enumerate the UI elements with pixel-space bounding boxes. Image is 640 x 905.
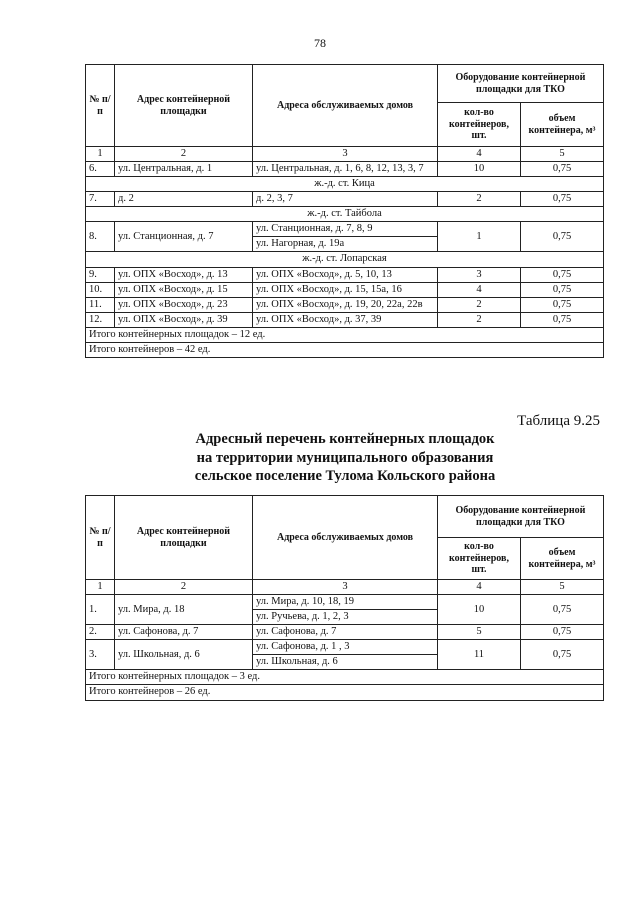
- row-volume: 0,75: [521, 625, 604, 640]
- col-number: 1: [86, 147, 115, 162]
- row-count: 10: [438, 162, 521, 177]
- row-volume: 0,75: [521, 222, 604, 252]
- container-sites-table-1: [85, 64, 604, 358]
- row-num: 11.: [86, 297, 115, 312]
- row-count: 3: [438, 267, 521, 282]
- row-num: 7.: [86, 192, 115, 207]
- row-volume: 0,75: [521, 297, 604, 312]
- total-containers: Итого контейнеров – 42 ед.: [86, 342, 604, 357]
- row-address: ул. Мира, д. 18: [115, 595, 253, 625]
- section-header: ж.-д. ст. Кица: [86, 177, 604, 192]
- row-num: 6.: [86, 162, 115, 177]
- row-num: 8.: [86, 222, 115, 252]
- col-number: 5: [521, 147, 604, 162]
- header-num: № п/п: [86, 65, 115, 147]
- table-row: [86, 625, 604, 640]
- table-row: [86, 222, 604, 237]
- table-row: [86, 282, 604, 297]
- row-served: ул. ОПХ «Восход», д. 37, 39: [253, 312, 438, 327]
- row-count: 5: [438, 625, 521, 640]
- row-count: 2: [438, 192, 521, 207]
- header-site-address: Адрес контейнерной площадки: [115, 65, 253, 147]
- header-container-volume: объем контейнера, м³: [521, 103, 604, 147]
- row-volume: 0,75: [521, 640, 604, 670]
- row-served: ул. Центральная, д. 1, 6, 8, 12, 13, 3, 7: [253, 162, 438, 177]
- section-header: ж.-д. ст. Тайбола: [86, 207, 604, 222]
- page-number: 78: [314, 36, 326, 50]
- title-line: сельское поселение Тулома Кольского района: [194, 468, 496, 485]
- table-row: [86, 297, 604, 312]
- table-row: [86, 595, 604, 610]
- row-served: ул. Сафонова, д. 7: [253, 625, 438, 640]
- row-num: 10.: [86, 282, 115, 297]
- header-container-volume: объем контейнера, м³: [521, 538, 604, 580]
- table-row: [86, 312, 604, 327]
- header-served-addresses: Адреса обслуживаемых домов: [253, 496, 438, 580]
- col-number: 2: [115, 147, 253, 162]
- header-container-count: кол-во контейнеров, шт.: [438, 538, 521, 580]
- header-site-address: Адрес контейнерной площадки: [115, 496, 253, 580]
- col-number: 4: [438, 147, 521, 162]
- header-equipment: Оборудование контейнерной площадки для ТКО: [438, 65, 604, 103]
- row-count: 1: [438, 222, 521, 252]
- row-volume: 0,75: [521, 162, 604, 177]
- row-volume: 0,75: [521, 192, 604, 207]
- row-served: ул. ОПХ «Восход», д. 19, 20, 22а, 22в: [253, 297, 438, 312]
- header-num: № п/п: [86, 496, 115, 580]
- title-line: Адресный перечень контейнерных площадок: [195, 431, 495, 447]
- row-num: 9.: [86, 267, 115, 282]
- col-number: 5: [521, 580, 604, 595]
- table-row: [86, 162, 604, 177]
- total-sites: Итого контейнерных площадок – 3 ед.: [86, 670, 604, 685]
- row-address: д. 2: [115, 192, 253, 207]
- row-served: ул. Станционная, д. 7, 8, 9: [253, 222, 438, 237]
- header-equipment: Оборудование контейнерной площадки для ТКО: [438, 496, 604, 538]
- row-served: д. 2, 3, 7: [253, 192, 438, 207]
- row-served: ул. Ручьева, д. 1, 2, 3: [253, 610, 438, 625]
- row-address: ул. Школьная, д. 6: [115, 640, 253, 670]
- row-served: ул. Нагорная, д. 19а: [253, 237, 438, 252]
- row-volume: 0,75: [521, 595, 604, 625]
- row-served: ул. ОПХ «Восход», д. 5, 10, 13: [253, 267, 438, 282]
- row-address: ул. Центральная, д. 1: [115, 162, 253, 177]
- col-number: 4: [438, 580, 521, 595]
- row-address: ул. Станционная, д. 7: [115, 222, 253, 252]
- row-address: ул. Сафонова, д. 7: [115, 625, 253, 640]
- row-count: 2: [438, 297, 521, 312]
- row-count: 11: [438, 640, 521, 670]
- col-number: 3: [253, 147, 438, 162]
- row-count: 4: [438, 282, 521, 297]
- row-served: ул. Мира, д. 10, 18, 19: [253, 595, 438, 610]
- row-num: 12.: [86, 312, 115, 327]
- row-address: ул. ОПХ «Восход», д. 15: [115, 282, 253, 297]
- table-title: [0, 430, 640, 486]
- row-served: ул. Школьная, д. 6: [253, 655, 438, 670]
- row-num: 2.: [86, 625, 115, 640]
- row-count: 10: [438, 595, 521, 625]
- table-row: [86, 267, 604, 282]
- row-volume: 0,75: [521, 267, 604, 282]
- row-address: ул. ОПХ «Восход», д. 39: [115, 312, 253, 327]
- col-number: 3: [253, 580, 438, 595]
- header-container-count: кол-во контейнеров, шт.: [438, 103, 521, 147]
- table-caption: Таблица 9.25: [517, 413, 600, 429]
- row-num: 3.: [86, 640, 115, 670]
- total-sites: Итого контейнерных площадок – 12 ед.: [86, 327, 604, 342]
- row-volume: 0,75: [521, 282, 604, 297]
- row-volume: 0,75: [521, 312, 604, 327]
- table-row: [86, 192, 604, 207]
- table-row: [86, 640, 604, 655]
- title-line: на территории муниципального образования: [196, 449, 494, 466]
- col-number: 2: [115, 580, 253, 595]
- section-header: ж.-д. ст. Лопарская: [86, 252, 604, 267]
- row-address: ул. ОПХ «Восход», д. 13: [115, 267, 253, 282]
- col-number: 1: [86, 580, 115, 595]
- row-served: ул. ОПХ «Восход», д. 15, 15а, 16: [253, 282, 438, 297]
- row-count: 2: [438, 312, 521, 327]
- container-sites-table-2: [85, 495, 604, 701]
- row-num: 1.: [86, 595, 115, 625]
- row-address: ул. ОПХ «Восход», д. 23: [115, 297, 253, 312]
- row-served: ул. Сафонова, д. 1 , 3: [253, 640, 438, 655]
- total-containers: Итого контейнеров – 26 ед.: [86, 685, 604, 700]
- header-served-addresses: Адреса обслуживаемых домов: [253, 65, 438, 147]
